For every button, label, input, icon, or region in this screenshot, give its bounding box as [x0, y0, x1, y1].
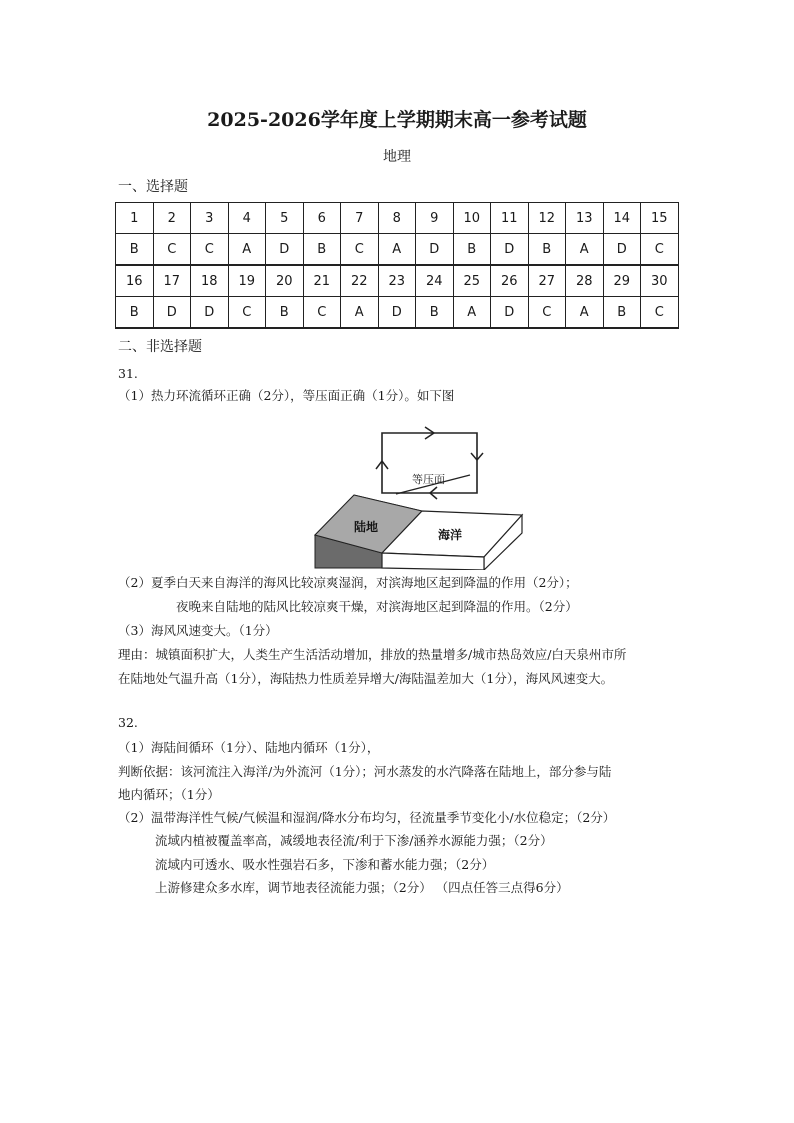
q32-line5: 流域内植被覆盖率高，减缓地表径流/利于下渗/涵养水源能力强；（2分） — [155, 833, 553, 848]
answer-cell: C — [528, 297, 566, 329]
answer-table — [115, 202, 679, 329]
question-number-cell: 20 — [266, 265, 304, 297]
answer-cell: A — [378, 234, 416, 266]
answer-row — [116, 234, 679, 266]
sea-label: 海洋 — [438, 528, 463, 542]
answer-cell: B — [528, 234, 566, 266]
answer-cell: A — [566, 297, 604, 329]
answer-cell: D — [416, 234, 454, 266]
answer-cell: B — [116, 297, 154, 329]
q31-reason-line1: 理由：城镇面积扩大，人类生产生活活动增加，排放的热量增多/城市热岛效应/白天泉州市所 — [118, 647, 627, 662]
question-number-cell: 15 — [641, 203, 679, 234]
page-title: 2025-2026学年度上学期期末高一参考试题 — [207, 109, 587, 131]
question-number-cell: 16 — [116, 265, 154, 297]
q31-part2a: （2）夏季白天来自海洋的海风比较凉爽湿润，对滨海地区起到降温的作用（2分）； — [118, 575, 578, 590]
question-number-cell: 2 — [153, 203, 191, 234]
answer-cell: A — [566, 234, 604, 266]
answer-cell: C — [641, 297, 679, 329]
answer-cell: A — [228, 234, 266, 266]
question-number-cell: 3 — [191, 203, 229, 234]
question-number-cell: 23 — [378, 265, 416, 297]
q32-number: 32. — [118, 715, 138, 730]
q31-number: 31. — [118, 366, 138, 381]
answer-cell: D — [491, 297, 529, 329]
answer-cell: B — [453, 234, 491, 266]
q32-line4: （2）温带海洋性气候/气候温和湿润/降水分布均匀，径流量季节变化小/水位稳定；（2分） — [118, 810, 616, 825]
answer-cell: C — [153, 234, 191, 266]
q31-part3: （3）海风风速变大。（1分） — [118, 623, 278, 638]
question-number-cell: 6 — [303, 203, 341, 234]
question-number-cell: 30 — [641, 265, 679, 297]
question-number-row — [116, 203, 679, 234]
section-heading-nonchoice: 二、非选择题 — [118, 339, 202, 355]
answer-cell: B — [416, 297, 454, 329]
q31-part2b: 夜晚来自陆地的陆风比较凉爽干燥，对滨海地区起到降温的作用。（2分） — [176, 599, 578, 614]
answer-cell: D — [491, 234, 529, 266]
question-number-cell: 10 — [453, 203, 491, 234]
question-number-cell: 22 — [341, 265, 379, 297]
answer-cell: B — [603, 297, 641, 329]
answer-cell: C — [341, 234, 379, 266]
land-label: 陆地 — [354, 520, 379, 534]
answer-cell: B — [303, 234, 341, 266]
q32-line7: 上游修建众多水库，调节地表径流能力强；（2分） （四点任答三点得6分） — [155, 880, 569, 895]
q32-line2: 判断依据：该河流注入海洋/为外流河（1分）；河水蒸发的水汽降落在陆地上，部分参与陆 — [118, 764, 612, 779]
question-number-row — [116, 265, 679, 297]
answer-cell: D — [603, 234, 641, 266]
answer-row — [116, 297, 679, 329]
question-number-cell: 25 — [453, 265, 491, 297]
question-number-cell: 4 — [228, 203, 266, 234]
answer-cell: B — [266, 297, 304, 329]
q32-line3: 地内循环；（1分） — [118, 787, 220, 802]
answer-cell: C — [191, 234, 229, 266]
question-number-cell: 27 — [528, 265, 566, 297]
answer-cell: A — [341, 297, 379, 329]
q32-line1: （1）海陆间循环（1分）、陆地内循环（1分）， — [118, 740, 380, 755]
question-number-cell: 19 — [228, 265, 266, 297]
q31-reason-line2: 在陆地处气温升高（1分），海陆热力性质差异增大/海陆温差加大（1分），海风风速变大。 — [118, 671, 614, 686]
q31-part1: （1）热力环流循环正确（2分），等压面正确（1分）。如下图 — [118, 388, 455, 403]
answer-cell: D — [153, 297, 191, 329]
question-number-cell: 29 — [603, 265, 641, 297]
question-number-cell: 21 — [303, 265, 341, 297]
question-number-cell: 18 — [191, 265, 229, 297]
question-number-cell: 28 — [566, 265, 604, 297]
question-number-cell: 24 — [416, 265, 454, 297]
isobar-label: 等压面 — [412, 473, 445, 486]
subject-title: 地理 — [383, 149, 411, 165]
answer-cell: C — [641, 234, 679, 266]
question-number-cell: 9 — [416, 203, 454, 234]
question-number-cell: 8 — [378, 203, 416, 234]
answer-cell: A — [453, 297, 491, 329]
question-number-cell: 17 — [153, 265, 191, 297]
question-number-cell: 1 — [116, 203, 154, 234]
question-number-cell: 5 — [266, 203, 304, 234]
question-number-cell: 12 — [528, 203, 566, 234]
answer-cell: B — [116, 234, 154, 266]
question-number-cell: 7 — [341, 203, 379, 234]
question-number-cell: 26 — [491, 265, 529, 297]
answer-cell: C — [228, 297, 266, 329]
question-number-cell: 11 — [491, 203, 529, 234]
answer-cell: C — [303, 297, 341, 329]
question-number-cell: 14 — [603, 203, 641, 234]
q32-line6: 流域内可透水、吸水性强岩石多，下渗和蓄水能力强；（2分） — [155, 857, 495, 872]
answer-cell: D — [378, 297, 416, 329]
section-heading-choice: 一、选择题 — [118, 179, 188, 195]
question-number-cell: 13 — [566, 203, 604, 234]
thermal-circulation-diagram — [312, 425, 527, 570]
answer-cell: D — [191, 297, 229, 329]
answer-cell: D — [266, 234, 304, 266]
